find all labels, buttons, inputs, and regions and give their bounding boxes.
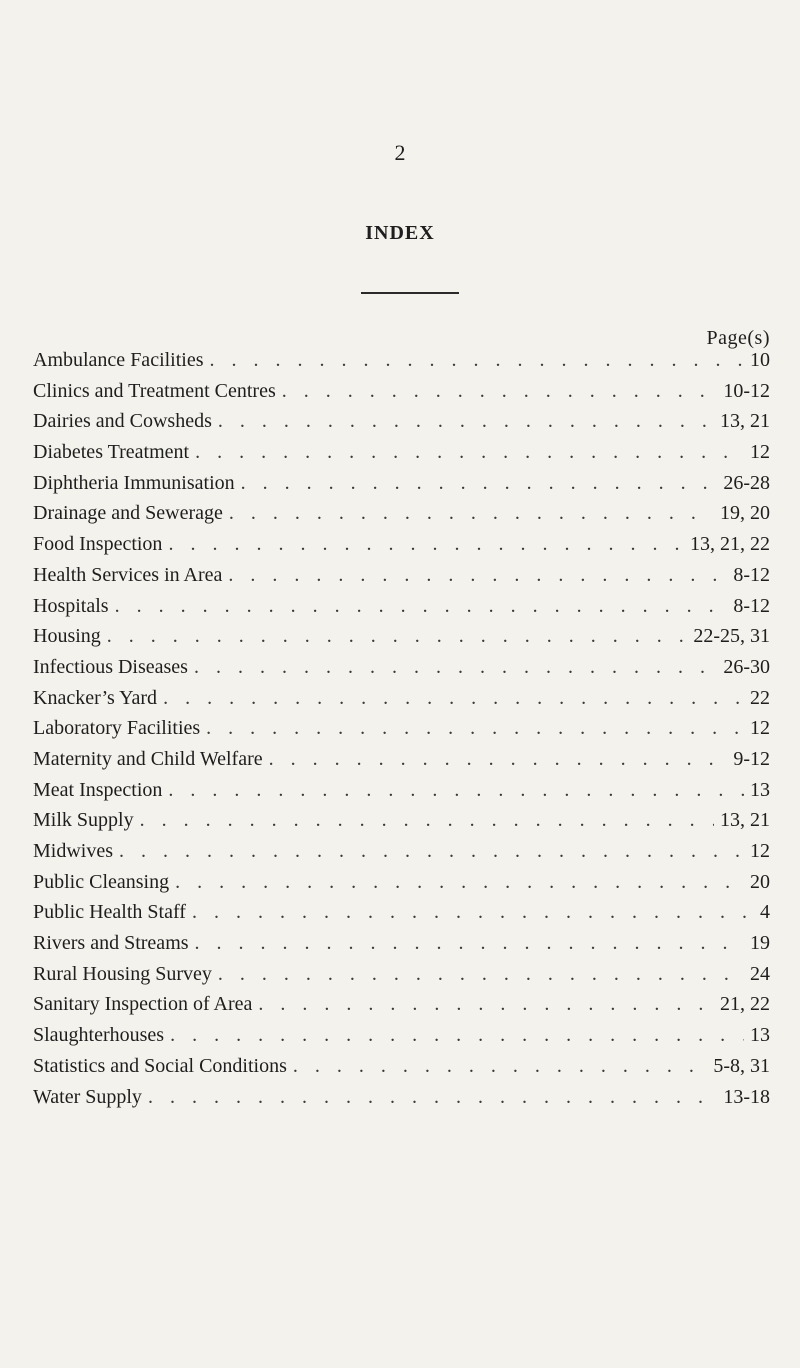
index-entry bbox=[33, 652, 770, 683]
entry-label: Clinics and Treatment Centres bbox=[33, 379, 276, 402]
entry-pages: 13, 21 bbox=[720, 809, 770, 832]
entry-pages: 5-8, 31 bbox=[713, 1054, 770, 1077]
entry-label: Midwives bbox=[33, 840, 113, 862]
entry-pages: 20 bbox=[750, 870, 770, 893]
dot-leader bbox=[282, 376, 718, 407]
entry-label: Laboratory Facilities bbox=[33, 717, 201, 740]
index-entry bbox=[33, 775, 770, 806]
entry-label: Infectious Diseases bbox=[33, 655, 188, 678]
index-entry bbox=[33, 376, 770, 407]
entry-pages: 21, 22 bbox=[720, 993, 770, 1016]
entry-pages: 9-12 bbox=[733, 747, 770, 770]
entry-pages: 12 bbox=[750, 717, 770, 740]
entry-label: Water Supply bbox=[33, 1085, 142, 1108]
entry-label: Statistics and Social Conditions bbox=[33, 1054, 287, 1077]
index-entry bbox=[33, 959, 770, 990]
index-entry bbox=[33, 713, 770, 744]
entry-label: Milk Supply bbox=[33, 809, 134, 832]
entry-pages: 13 bbox=[750, 778, 770, 801]
index-entry bbox=[33, 591, 770, 622]
index-entry bbox=[33, 437, 770, 468]
entry-label: Hospitals bbox=[33, 594, 109, 617]
entry-pages: 10 bbox=[750, 349, 770, 371]
entry-label: Public Cleansing bbox=[33, 870, 170, 893]
dot-leader bbox=[293, 1051, 707, 1082]
dot-leader bbox=[218, 406, 714, 437]
entry-pages: 13, 21 bbox=[720, 410, 770, 433]
dot-leader bbox=[107, 621, 688, 652]
index-entry bbox=[33, 867, 770, 898]
index-entry bbox=[33, 836, 770, 867]
dot-leader bbox=[269, 744, 728, 775]
entry-label: Drainage and Sewerage bbox=[33, 502, 223, 525]
entry-pages: 26-28 bbox=[723, 471, 770, 494]
index-list bbox=[33, 345, 770, 1112]
dot-leader bbox=[115, 591, 728, 622]
dot-leader bbox=[194, 652, 717, 683]
entry-pages: 13, 21, 22 bbox=[690, 533, 770, 556]
index-entry bbox=[33, 529, 770, 560]
dot-leader bbox=[140, 805, 714, 836]
entry-label: Public Health Staff bbox=[33, 901, 186, 924]
entry-pages: 4 bbox=[760, 901, 770, 924]
index-entry bbox=[33, 498, 770, 529]
entry-pages: 10-12 bbox=[723, 379, 770, 402]
index-entry bbox=[33, 406, 770, 437]
pages-column-header: Page(s) bbox=[706, 327, 770, 349]
entry-pages: 19 bbox=[750, 932, 770, 955]
index-entry bbox=[33, 621, 770, 652]
dot-leader bbox=[210, 345, 744, 376]
entry-pages: 13 bbox=[750, 1024, 770, 1047]
entry-label: Dairies and Cowsheds bbox=[33, 410, 212, 433]
dot-leader bbox=[195, 928, 744, 959]
entry-label: Meat Inspection bbox=[33, 778, 163, 801]
index-entry bbox=[33, 1020, 770, 1051]
dot-leader bbox=[258, 989, 714, 1020]
entry-label: Diabetes Treatment bbox=[33, 441, 190, 464]
index-entry bbox=[33, 989, 770, 1020]
entry-pages: 13-18 bbox=[723, 1085, 770, 1108]
dot-leader bbox=[218, 959, 744, 990]
dot-leader bbox=[241, 468, 718, 499]
dot-leader bbox=[168, 775, 744, 806]
entry-label: Ambulance Facilities bbox=[33, 349, 204, 371]
entry-label: Maternity and Child Welfare bbox=[33, 747, 263, 770]
entry-pages: 19, 20 bbox=[720, 502, 770, 525]
index-entry bbox=[33, 744, 770, 775]
dot-leader bbox=[206, 713, 744, 744]
dot-leader bbox=[228, 560, 727, 591]
entry-pages: 24 bbox=[750, 962, 770, 985]
index-entry bbox=[33, 1082, 770, 1113]
index-entry bbox=[33, 805, 770, 836]
entry-label: Rivers and Streams bbox=[33, 932, 189, 955]
dot-leader bbox=[148, 1082, 717, 1113]
index-entry bbox=[33, 897, 770, 928]
entry-pages: 26-30 bbox=[723, 655, 770, 678]
index-entry bbox=[33, 345, 770, 376]
dot-leader bbox=[163, 683, 744, 714]
entry-label: Food Inspection bbox=[33, 533, 163, 556]
dot-leader bbox=[195, 437, 744, 468]
dot-leader bbox=[229, 498, 714, 529]
page-number: 2 bbox=[394, 140, 406, 165]
entry-label: Slaughterhouses bbox=[33, 1024, 165, 1047]
dot-leader bbox=[119, 836, 744, 867]
index-entry bbox=[33, 683, 770, 714]
entry-pages: 22 bbox=[750, 686, 770, 709]
entry-pages: 8-12 bbox=[733, 563, 770, 586]
entry-pages: 22-25, 31 bbox=[693, 625, 770, 648]
index-entry bbox=[33, 468, 770, 499]
index-entry bbox=[33, 1051, 770, 1082]
entry-label: Diphtheria Immunisation bbox=[33, 471, 235, 494]
index-entry bbox=[33, 560, 770, 591]
entry-pages: 12 bbox=[750, 441, 770, 464]
dot-leader bbox=[175, 867, 744, 898]
entry-pages: 12 bbox=[750, 840, 770, 862]
entry-label: Health Services in Area bbox=[33, 563, 223, 586]
dot-leader bbox=[192, 897, 754, 928]
dot-leader bbox=[170, 1020, 744, 1051]
entry-label: Housing bbox=[33, 625, 101, 648]
page-title: INDEX bbox=[365, 222, 435, 244]
entry-label: Rural Housing Survey bbox=[33, 962, 212, 985]
entry-label: Sanitary Inspection of Area bbox=[33, 993, 253, 1016]
entry-label: Knacker’s Yard bbox=[33, 686, 158, 709]
index-entry bbox=[33, 928, 770, 959]
entry-pages: 8-12 bbox=[733, 594, 770, 617]
dot-leader bbox=[168, 529, 684, 560]
title-divider bbox=[361, 292, 459, 294]
